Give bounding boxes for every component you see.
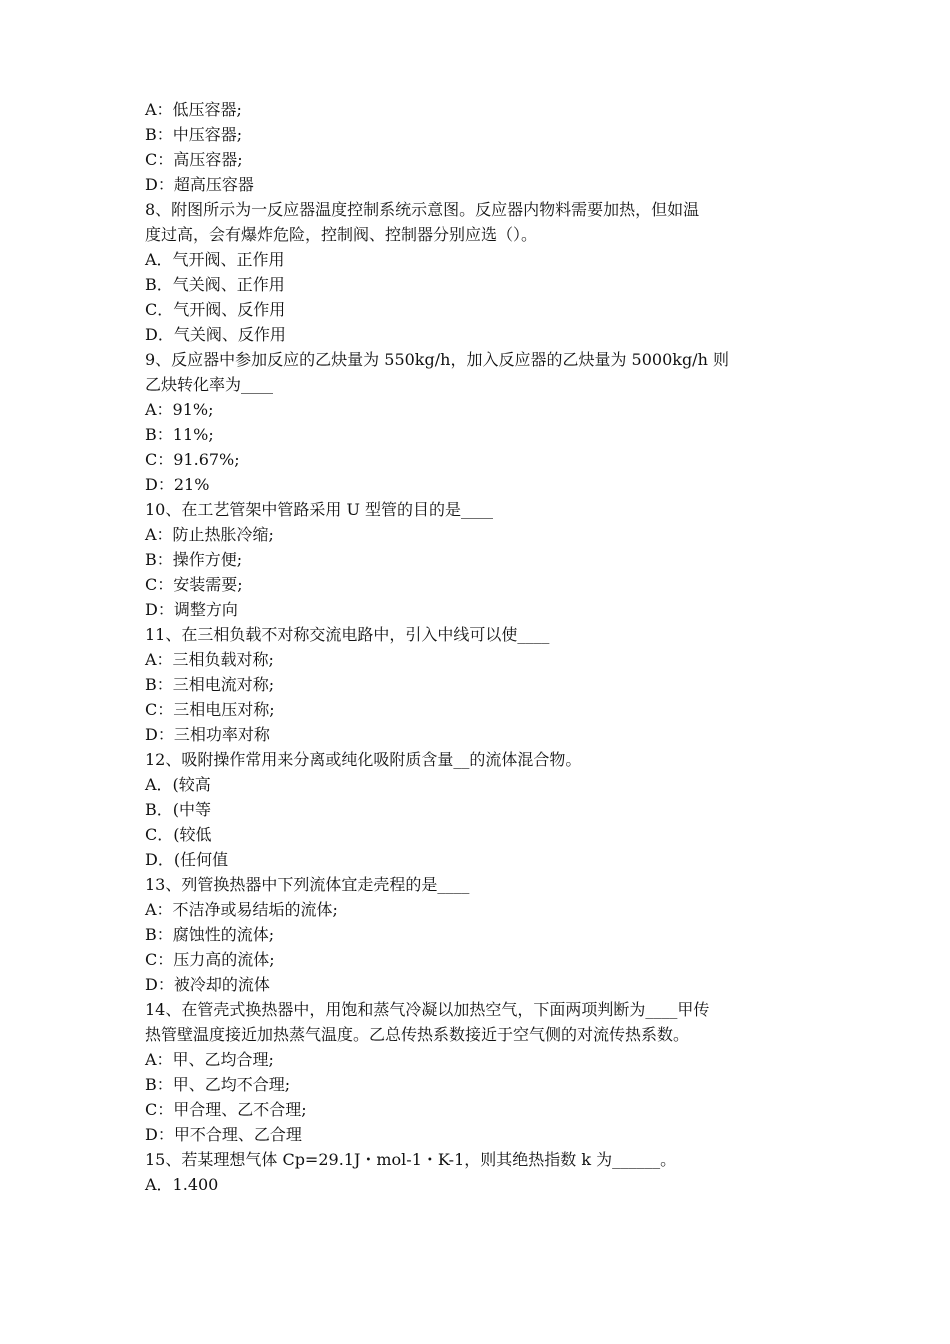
option-line: C：91.67%;	[145, 450, 240, 469]
option-line: D：超高压容器	[145, 175, 254, 194]
option-line: A．气开阀、正作用	[145, 250, 285, 269]
option-line: A：低压容器;	[145, 100, 242, 119]
question-line: 度过高，会有爆炸危险，控制阀、控制器分别应选（）。	[145, 225, 538, 244]
option-line: A：三相负载对称;	[145, 650, 274, 669]
option-line: D．气关阀、反作用	[145, 325, 286, 344]
option-line: B：操作方便;	[145, 550, 243, 569]
question-line: 11、在三相负载不对称交流电路中，引入中线可以使____	[145, 625, 550, 644]
question-line: 10、在工艺管架中管路采用 U 型管的目的是____	[145, 500, 494, 519]
option-line: A：防止热胀冷缩;	[145, 525, 274, 544]
option-line: B：11%;	[145, 425, 214, 444]
option-line: C：高压容器;	[145, 150, 243, 169]
option-line: C：安装需要;	[145, 575, 243, 594]
question-line: 乙炔转化率为____	[145, 375, 274, 394]
option-line: C：三相电压对称;	[145, 700, 275, 719]
option-line: C：压力高的流体;	[145, 950, 275, 969]
option-line: A．1.400	[145, 1175, 219, 1194]
option-line: C：甲合理、乙不合理;	[145, 1100, 307, 1119]
option-line: D：甲不合理、乙合理	[145, 1125, 302, 1144]
option-line: D：三相功率对称	[145, 725, 270, 744]
option-line: B．(中等	[145, 800, 212, 819]
option-line: B：甲、乙均不合理;	[145, 1075, 291, 1094]
option-line: B．气关阀、正作用	[145, 275, 285, 294]
question-line: 9、反应器中参加反应的乙炔量为 550kg/h，加入反应器的乙炔量为 5000kg/h 则	[145, 350, 729, 369]
question-line: 热管壁温度接近加热蒸气温度。乙总传热系数接近于空气侧的对流传热系数。	[145, 1025, 690, 1044]
option-line: A：91%;	[145, 400, 214, 419]
question-line: 12、吸附操作常用来分离或纯化吸附质含量__的流体混合物。	[145, 750, 582, 769]
option-line: C．气开阀、反作用	[145, 300, 286, 319]
question-line: 14、在管壳式换热器中，用饱和蒸气冷凝以加热空气，下面两项判断为____甲传	[145, 1000, 710, 1019]
question-line: 15、若某理想气体 Cp=29.1J・mol-1・K-1，则其绝热指数 k 为______。	[145, 1150, 677, 1169]
option-line: B：腐蚀性的流体;	[145, 925, 275, 944]
document-page	[145, 97, 815, 1197]
option-line: B：中压容器;	[145, 125, 243, 144]
option-line: B：三相电流对称;	[145, 675, 275, 694]
question-line: 13、列管换热器中下列流体宜走壳程的是____	[145, 875, 470, 894]
option-line: A．(较高	[145, 775, 211, 794]
option-line: D：被冷却的流体	[145, 975, 270, 994]
option-line: D：调整方向	[145, 600, 238, 619]
option-line: D：21%	[145, 475, 210, 494]
option-line: A：不洁净或易结垢的流体;	[145, 900, 338, 919]
option-line: D．(任何值	[145, 850, 229, 869]
question-line: 8、附图所示为一反应器温度控制系统示意图。反应器内物料需要加热，但如温	[145, 200, 700, 219]
option-line: C．(较低	[145, 825, 212, 844]
option-line: A：甲、乙均合理;	[145, 1050, 274, 1069]
